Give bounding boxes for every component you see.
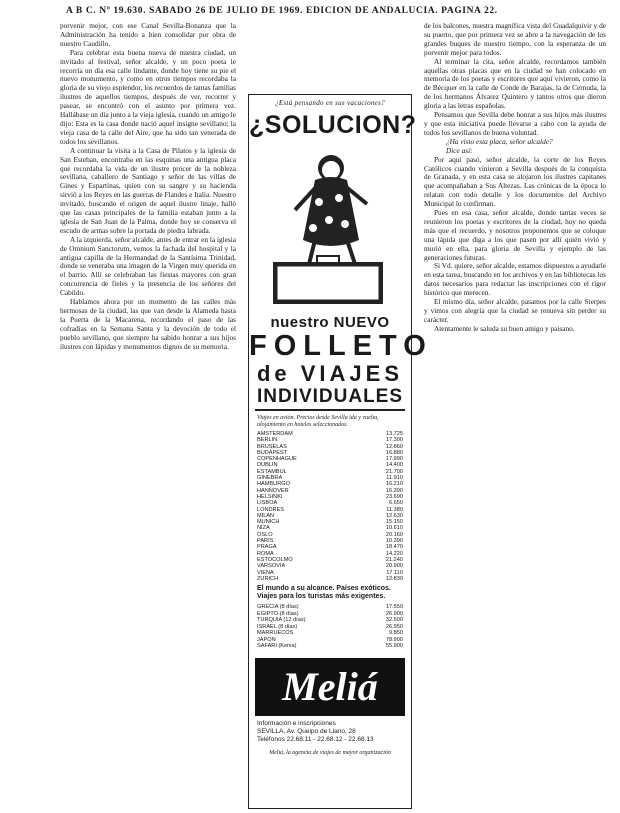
destination-price: 9.850 <box>389 630 403 637</box>
ad-footer: Meliá, la agencia de viajes de mayor organización <box>269 749 391 756</box>
right-paragraph: de los balcones, nuestra magnífica vista del Guadalquivir y de su puerto, que por primera vez se abre a la navegación de los grandes buques de nuestro tiempo, con la esperanza de un porvenir mejor para todos. <box>424 22 606 57</box>
right-paragraph: Pensamos que Sevilla debe honrar a sus hijos más ilustres y que esta iniciativa puede llevarse a cabo con la ayuda de todos los sevillanos de buena voluntad. <box>424 110 606 137</box>
destination-price: 16.390 <box>385 487 403 494</box>
left-paragraph: porvenir mejor, con ese Canal Sevilla-Bonanza que la Administración ha tenido a bien consolidar por obra de nuestro Caudillo. <box>60 22 236 48</box>
destination-price: 21.240 <box>385 556 403 563</box>
contact-title: Información e inscripciones <box>257 719 336 727</box>
destination-name: JAPON <box>257 636 276 643</box>
destination-price: 18.470 <box>385 544 403 551</box>
destination-name: ISRAEL (8 días) <box>257 623 298 630</box>
destination-price: 20.900 <box>385 563 403 570</box>
destination-name: MILAN <box>257 512 275 519</box>
right-paragraph: Por aquí pasó, señor alcalde, la corte de los Reyes Católicos cuando vinieron a Sevilla después de la conquista de Granada, y en esta casa se alojaron los ilustres capitanes que acompañaban a Sus Altezas. Las crónicas de la época lo relatan con todo detalle y los documentos del Archivo Municipal lo confirman. <box>424 154 606 209</box>
contact-phone: Teléfonos 22.68.11 - 22.68.12 - 22.68.13 <box>257 735 374 743</box>
destination-name: AMSTERDAM <box>257 431 293 437</box>
ad-contact <box>257 720 403 744</box>
destination-row <box>257 576 403 582</box>
ad-intro: Viajes en avión. Precios desde Sevilla ida y vuelta, alojamiento en hoteles seleccionados. <box>257 415 379 428</box>
page-header: A B C. Nº 19.630. SABADO 26 DE JULIO DE 1969. EDICION DE ANDALUCIA. PAGINA 22. <box>66 6 498 16</box>
destination-price: 14.400 <box>385 462 403 469</box>
destination-name: PRAGA <box>257 544 277 551</box>
destination-name: LONDRES <box>257 506 285 513</box>
ad-top-line: ¿Está pensando en sus vacaciones? <box>275 99 385 107</box>
destination-name: OSLO <box>257 531 273 538</box>
ad-mundo: El mundo a su alcance. Países exóticos. Viajes para los turistas más exigentes. <box>257 585 391 601</box>
destination-price: 13.725 <box>385 431 403 437</box>
destination-price: 20.160 <box>385 531 403 538</box>
destination-name: PARIS <box>257 538 274 545</box>
destination-list <box>257 431 403 582</box>
destination-price: 23.690 <box>385 493 403 500</box>
left-column <box>60 22 236 807</box>
destination-price: 11.910 <box>386 475 403 482</box>
ad-line-viajes: de VIAJES <box>256 361 404 386</box>
destination-price: 12.830 <box>385 575 403 582</box>
destination-price: 32.500 <box>385 617 403 624</box>
right-paragraph: Pues en esa casa, señor alcalde, donde tantas veces se reunieron los poetas y escritores de la ciudad, hoy no queda más que el recuerdo, y nosotros proponemos que se coloque una lápida que diga a los que pasen por allí quién vivió y murió en ella, para gloria de Sevilla y ejemplo de las generaciones futuras. <box>424 208 606 262</box>
destination-price: 55.900 <box>385 643 403 650</box>
destination-name: ESTOCOLMO <box>257 556 293 563</box>
destination-price: 10.390 <box>385 538 403 545</box>
right-column <box>424 22 606 807</box>
destination-name: TURQUIA (12 días) <box>257 617 306 624</box>
destination-price: 12.630 <box>385 512 403 519</box>
destination-name: HAMBURGO <box>257 481 290 488</box>
ad-line-folleto: FOLLETO <box>249 330 433 362</box>
destination-row <box>257 643 403 650</box>
right-poem-line: ¿Ha visto esta placa, señor alcalde? <box>446 136 553 146</box>
exotic-destination-list <box>257 604 403 650</box>
right-paragraph: Atentamente le saluda su buen amigo y paisano. <box>434 323 575 333</box>
destination-price: 17.110 <box>386 569 403 576</box>
destination-name: LISBOA <box>257 500 278 507</box>
destination-name: HELSINKI <box>257 493 283 500</box>
destination-price: 10.610 <box>385 525 403 532</box>
right-paragraph: El mismo día, señor alcalde, pasamos por la calle Sierpes y vimos con alegría que la ciudad se renueva sin perder su carácter. <box>424 297 606 324</box>
destination-name: ZURICH <box>257 575 279 582</box>
destination-name: BRUSELAS <box>257 443 287 450</box>
contact-address: SEVILLA, Av. Queipo de Llano, 28 <box>257 727 356 735</box>
ad-line-nuevo: nuestro NUEVO <box>270 314 390 331</box>
ad-line-individuales: INDIVIDUALES <box>255 386 405 411</box>
destination-price: 14.220 <box>385 550 403 557</box>
destination-name: ROMA <box>257 550 274 557</box>
destination-price: 16.210 <box>385 481 403 488</box>
destination-name: HANNOVER <box>257 487 289 494</box>
destination-price: 15.150 <box>385 519 403 526</box>
destination-name: ESTAMBUL <box>257 468 287 475</box>
destination-price: 16.880 <box>385 449 403 456</box>
destination-price: 12.860 <box>385 443 403 450</box>
right-poem-line: Dice así: <box>446 145 473 155</box>
destination-name: NIZA <box>257 525 270 532</box>
destination-name: MARRUECOS <box>257 630 294 637</box>
right-paragraph: Al terminar la cita, señor alcalde, recordamos también aquellas otras placas que en la ciudad se han colocado en memoria de los poetas y escritores que aquí vivieron, como la de Bécquer en la calle de Conde de Barajas, la de Cernuda, la de los hermanos Álvarez Quintero y tantos otros que dieron gloria a las letras españolas. <box>424 56 606 111</box>
destination-name: COPENHAGUE <box>257 456 297 463</box>
destination-price: 11.380 <box>386 506 403 513</box>
destination-name: GINEBRA <box>257 475 283 482</box>
melia-advertisement <box>248 94 433 809</box>
destination-name: BUDAPEST <box>257 449 288 456</box>
destination-name: SAFARI (Kenia) <box>257 643 297 650</box>
destination-name: DUBLIN <box>257 462 278 469</box>
destination-name: MUNICH <box>257 519 280 526</box>
traveler-illustration <box>255 140 405 310</box>
destination-name: BERLIN <box>257 437 278 444</box>
destination-price: 21.700 <box>385 468 403 475</box>
melia-logo: Meliá <box>255 658 405 716</box>
destination-name: VARSOVIA <box>257 563 286 570</box>
destination-price: 26.900 <box>385 610 403 617</box>
left-paragraph: A continuar la visita a la Casa de Pilatos y la iglesia de San Esteban, encontraba en las esquinas una antigua placa que recordaba la vida de un ilustre prócer de la nobleza sevillana, caballero de Santiago y señor de las villas de Gines y Espartinas, quien con su sangre y su hacienda sirvió a los Reyes en las guerras de Flandes e Italia. Nuestro invitado, buscando el origen de aquel ilustre linaje, halló que las casas principales de la familia estaban junto a la iglesia de San Juan de la Palma, donde hoy se conserva el escudo de armas sobre la portada de piedra labrada. <box>60 145 236 235</box>
destination-price: 17.550 <box>385 604 403 611</box>
left-paragraph: Para celebrar esta buena nueva de nuestra ciudad, un invitado al festival, señor alcalde, y un poco poeta le recorría un día esa calle lindante, donde hoy tiene su pie el nuevo monumento, y como en otros tiempos recordaba la gloria de su viejo esplendor, los recuerdos de tantas familias ilustres de aquellos tiempos, después de ver, recorrer y pasear, se encontró con el asunto por primera vez. Hallábase un día junto a la vieja iglesia, cuando un amigo le dijo: Esta es la casa donde nació aquel insigne sevillano; la vieja casa de la calle del Aire, que ha sido tan venerada de todos los sevillanos. <box>60 47 236 146</box>
destination-name: GRECIA (8 días) <box>257 604 299 611</box>
destination-price: 26.950 <box>385 623 403 630</box>
destination-name: EGIPTO (8 días) <box>257 610 299 617</box>
destination-name: VIENA <box>257 569 274 576</box>
destination-price: 6.650 <box>389 500 403 507</box>
ad-headline: ¿SOLUCION? <box>249 111 417 139</box>
destination-price: 78.900 <box>385 636 403 643</box>
destination-price: 17.990 <box>385 456 403 463</box>
destination-price: 17.300 <box>385 437 403 444</box>
right-paragraph: Si Vd. quiere, señor alcalde, estamos dispuestos a ayudarle en esta tarea, buscando en los archivos y en las bibliotecas los datos necesarios para redactar las inscripciones con el rigor histórico que merecen. <box>424 261 606 298</box>
left-paragraph: A la izquierda, señor alcalde, antes de entrar en la iglesia de Omnium Sanctorum, vemos la fachada del hospital y la antigua capilla de la Hermandad de la Santísima Trinidad, donde se veneraba una imagen de la Virgen muy querida en el barrio. Allí se celebraban las fiestas mayores con gran concurrencia de fieles y la presencia de los señores del Cabildo. <box>60 234 236 298</box>
left-paragraph: Hablamos ahora por un momento de las calles más hermosas de la ciudad, las que van desde la Alameda hasta la Puerta de la Macarena, recordando el paso de las cofradías en la Semana Santa y la devoción de todo el pueblo sevillano, que siempre ha sabido honrar a sus hijos ilustres con lápidas y monumentos dignos de su memoria. <box>60 297 236 351</box>
